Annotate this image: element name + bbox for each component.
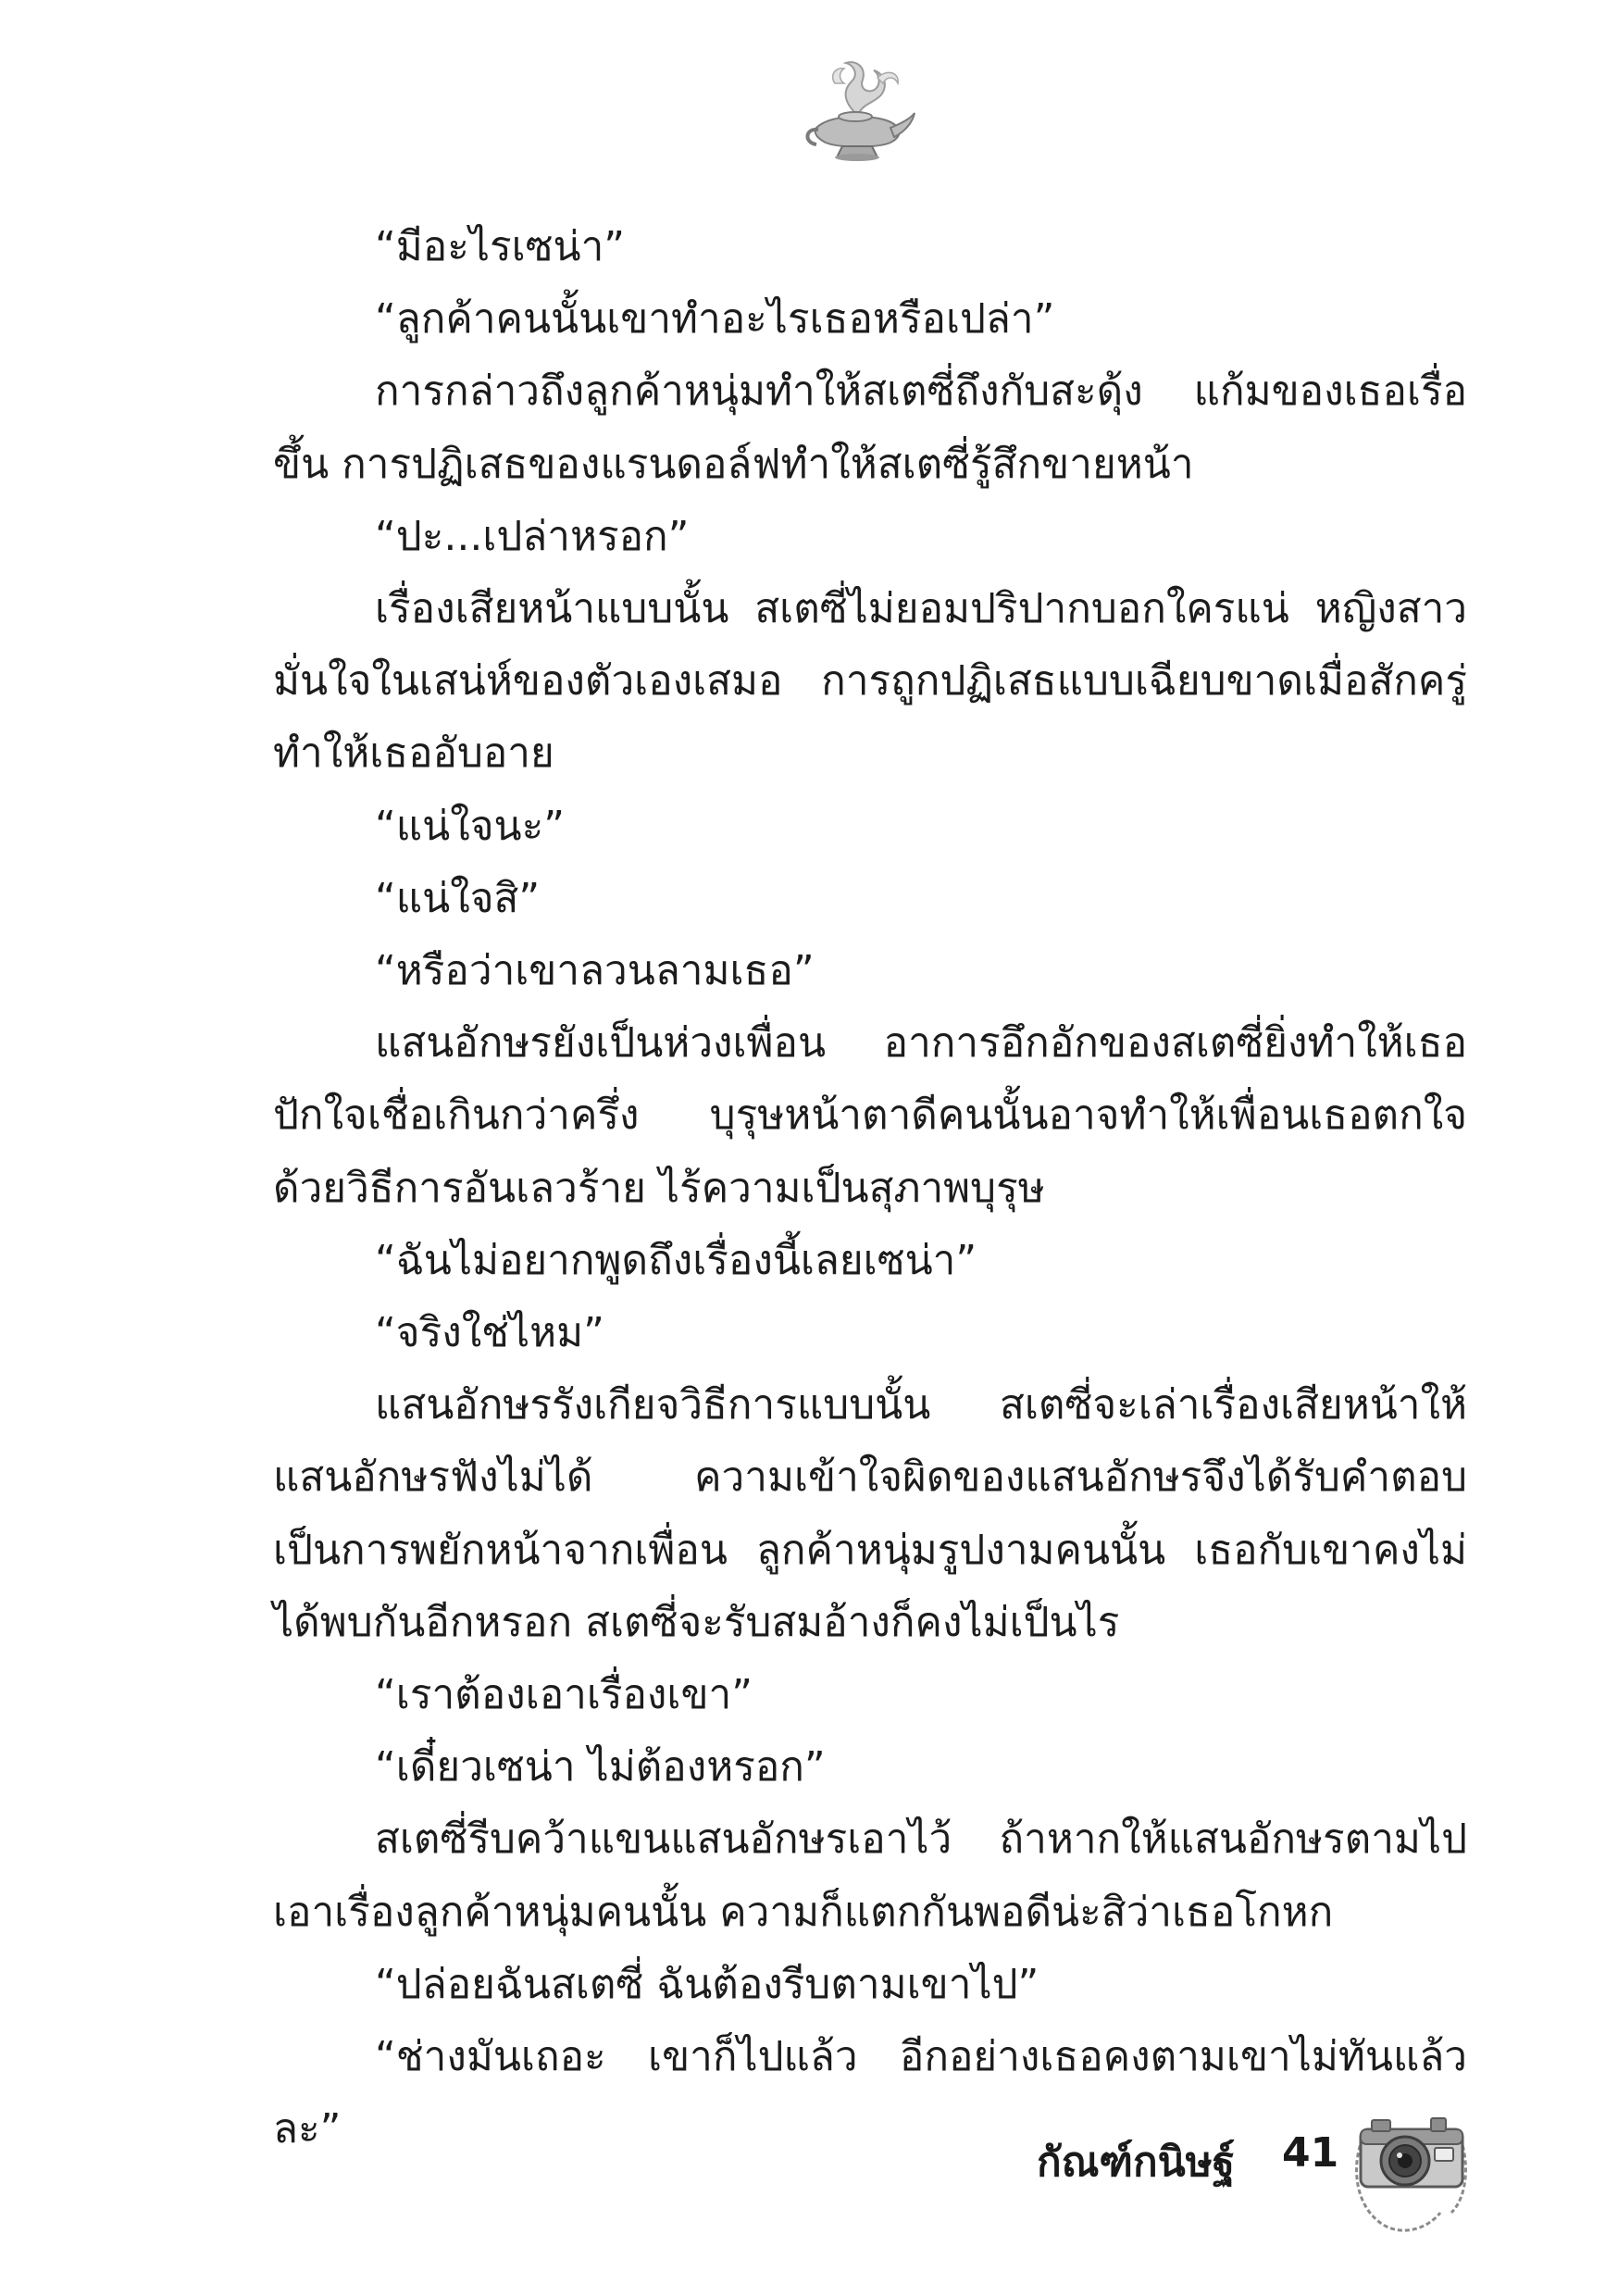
paragraph: แสนอักษรรังเกียจวิธีการแบบนั้น สเตซี่จะเล่าเรื่องเสียหน้าให้แสนอักษรฟังไม่ได้ ความเข้าใจผิดของแสนอักษรจึงได้รับคำตอบเป็นการพยักหน้าจากเพื่อน ลูกค้าหนุ่มรูปงามคนนั้น เธอกับเขาคงไม่ได้พบกันอีกหรอก สเตซี่จะรับสมอ้างก็คงไม่เป็นไร bbox=[273, 1381, 1467, 1646]
paragraph: “แน่ใจสิ” bbox=[375, 874, 541, 922]
book-title: กัณฑ์กนิษฐ์ bbox=[1037, 2139, 1235, 2186]
page-number: 41 bbox=[1282, 2129, 1339, 2177]
paragraph: “ช่างมันเถอะ เขาก็ไปแล้ว อีกอย่างเธอคงตามเขาไม่ทันแล้วละ” bbox=[273, 2033, 1467, 2153]
story-text bbox=[273, 211, 1467, 2165]
camera-icon bbox=[1351, 2102, 1472, 2240]
paragraph: “เดี๋ยวเซน่า ไม่ต้องหรอก” bbox=[375, 1743, 826, 1791]
paragraph: “จริงใช่ไหม” bbox=[375, 1309, 604, 1357]
paragraph: “ปะ...เปล่าหรอก” bbox=[375, 512, 690, 560]
paragraph: “หรือว่าเขาลวนลามเธอ” bbox=[375, 947, 815, 995]
paragraph: การกล่าวถึงลูกค้าหนุ่มทำให้สเตซี่ถึงกับสะดุ้ง แก้มของเธอเรื่อขึ้น การปฏิเสธของแรนดอล์ฟทำให้สเตซี่รู้สึกขายหน้า bbox=[273, 368, 1467, 488]
paragraph: “เราต้องเอาเรื่องเขา” bbox=[375, 1671, 753, 1719]
paragraph: แสนอักษรยังเป็นห่วงเพื่อน อาการอึกอักของสเตซี่ยิ่งทำให้เธอปักใจเชื่อเกินกว่าครึ่ง บุรุษหน้าตาดีคนนั้นอาจทำให้เพื่อนเธอตกใจด้วยวิธีการอันเลวร้าย ไร้ความเป็นสุภาพบุรุษ bbox=[273, 1019, 1467, 1212]
paragraph: “ฉันไม่อยากพูดถึงเรื่องนี้เลยเซน่า” bbox=[375, 1236, 977, 1284]
paragraph: “แน่ใจนะ” bbox=[375, 802, 566, 850]
paragraph: เรื่องเสียหน้าแบบนั้น สเตซี่ไม่ยอมปริปากบอกใครแน่ หญิงสาวมั่นใจในเสน่ห์ของตัวเองเสมอ การถูกปฏิเสธแบบเฉียบขาดเมื่อสักครู่ทำให้เธออับอาย bbox=[273, 585, 1467, 778]
paragraph: “ปล่อยฉันสเตซี่ ฉันต้องรีบตามเขาไป” bbox=[375, 1960, 1039, 2008]
paragraph: “มีอะไรเซน่า” bbox=[375, 223, 626, 270]
genie-lamp-icon bbox=[798, 56, 918, 167]
paragraph: “ลูกค้าคนนั้นเขาทำอะไรเธอหรือเปล่า” bbox=[375, 295, 1055, 343]
paragraph: สเตซี่รีบคว้าแขนแสนอักษรเอาไว้ ถ้าหากให้แสนอักษรตามไปเอาเรื่องลูกค้าหนุ่มคนนั้น ความก็แตกกันพอดีน่ะสิว่าเธอโกหก bbox=[273, 1816, 1467, 1936]
page-footer bbox=[1037, 2102, 1472, 2240]
